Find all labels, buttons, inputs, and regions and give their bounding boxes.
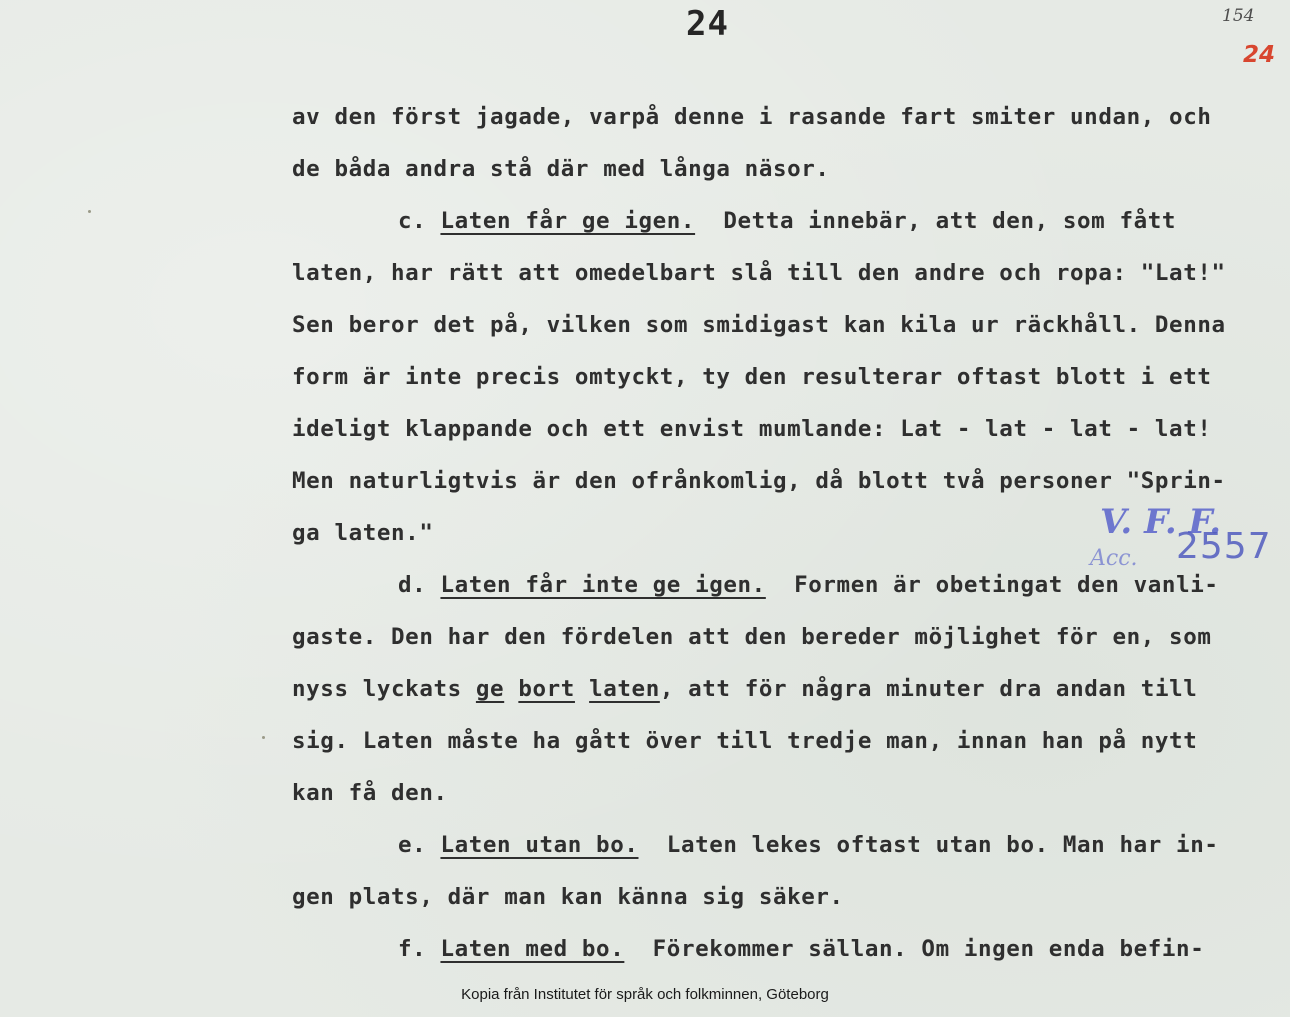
stamp-number: 2557 [1176,526,1272,567]
section-f-line [398,936,1204,962]
text-segment: , att för några minuter dra andan till [659,676,1198,702]
paper-speck [262,736,265,739]
text-line [292,676,1197,702]
text-line: form är inte precis omtyckt, ty den resulterar oftast blott i ett [292,364,1212,390]
text-line: Sen beror det på, vilken som smidigast kan kila ur räckhåll. Denna [292,312,1226,338]
section-heading: Laten med bo. [440,936,625,962]
section-label: c. [398,208,441,234]
underlined-word: bort [518,676,575,702]
text-segment: Formen är obetingat den vanli- [765,572,1219,598]
stamp-initials: V. F. F. [1100,502,1222,542]
text-line: sig. Laten måste ha gått över till tredje man, innan han på nytt [292,728,1198,754]
red-page-number: 24 [1243,42,1276,68]
section-label: e. [398,832,441,858]
text-line: Men naturligtvis är den ofrånkomlig, då blott två personer "Sprin- [292,468,1226,494]
text-line: laten, har rätt att omedelbart slå till den andre och ropa: "Lat!" [292,260,1226,286]
text-segment: Förekommer sällan. Om ingen enda befin- [624,936,1205,962]
section-label: d. [398,572,441,598]
section-heading: Laten får inte ge igen. [440,572,766,598]
text-segment [504,676,518,702]
stamp-abbreviation: Acc. [1090,546,1138,571]
archive-stamp [1090,500,1280,590]
text-line: gen plats, där man kan känna sig säker. [292,884,844,910]
text-line: ga laten." [292,520,434,546]
paper-speck [88,210,91,213]
page-number: 24 [686,4,729,44]
text-segment: Detta innebär, att den, som fått [695,208,1177,234]
underlined-word: laten [589,676,660,702]
section-c-line [398,208,1176,234]
section-e-line [398,832,1219,858]
text-segment: nyss lyckats [292,676,476,702]
archive-number: 154 [1222,6,1255,26]
text-line: de båda andra stå där med långa näsor. [292,156,830,182]
text-line: av den först jagade, varpå denne i rasande fart smiter undan, och [292,104,1212,130]
text-line: ideligt klappande och ett envist mumlande: Lat - lat - lat - lat! [292,416,1212,442]
text-segment: Laten lekes oftast utan bo. Man har in- [638,832,1219,858]
text-line: gaste. Den har den fördelen att den bereder möjlighet för en, som [292,624,1212,650]
footer-credit: Kopia från Institutet för språk och folkminnen, Göteborg [461,986,829,1003]
section-label: f. [398,936,441,962]
underlined-word: ge [475,676,505,702]
section-heading: Laten får ge igen. [440,208,696,234]
text-line: kan få den. [292,780,448,806]
text-segment [575,676,589,702]
section-heading: Laten utan bo. [440,832,639,858]
